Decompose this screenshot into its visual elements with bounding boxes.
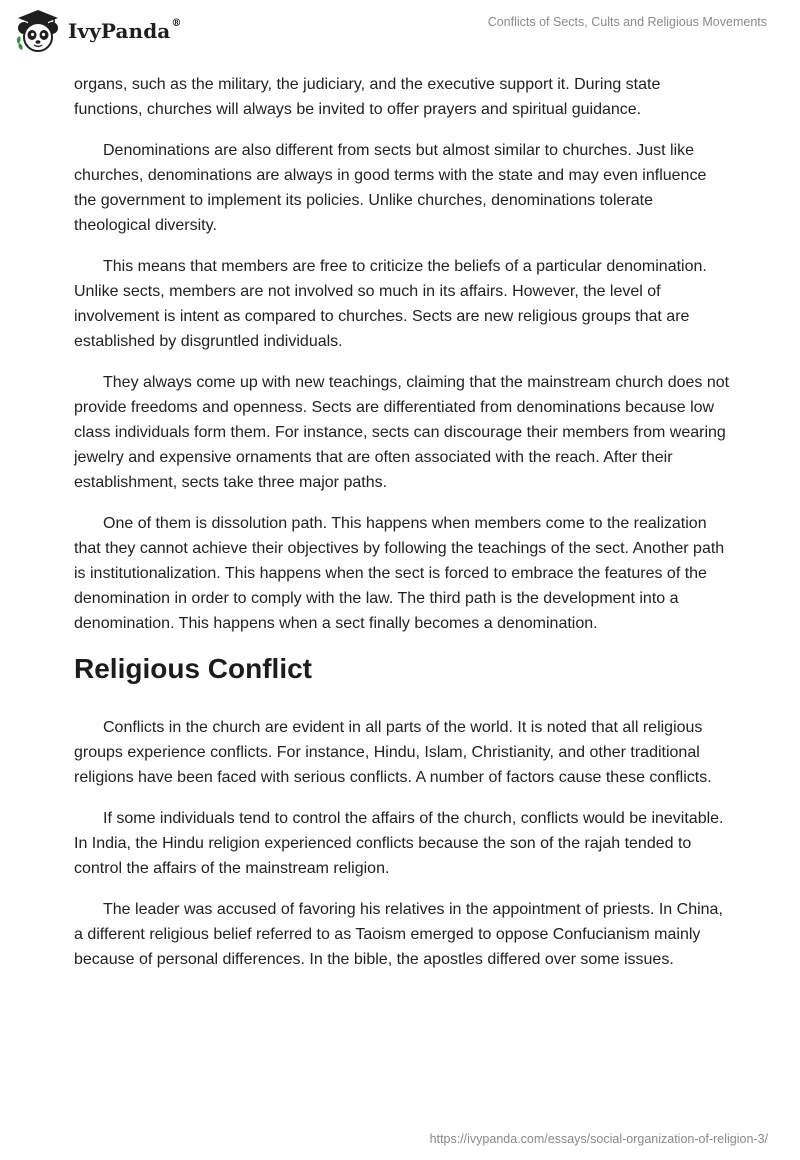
paragraph: The leader was accused of favoring his relatives in the appointment of priests. In China, a different religious belief referred to as Taoism emerged to oppose Confucianism mainly because of personal differences. In the bible, the apostles differed over some issues. xyxy=(74,901,723,968)
logo-wordmark xyxy=(68,19,181,43)
paragraph: organs, such as the military, the judiciary, and the executive support it. During state functions, churches will always be invited to offer prayers and spiritual guidance. xyxy=(74,76,661,118)
document-title: Conflicts of Sects, Cults and Religious Movements xyxy=(487,15,767,29)
paragraph: Conflicts in the church are evident in all parts of the world. It is noted that all religious groups experience conflicts. For instance, Hindu, Islam, Christianity, and other traditional religions have been faced with serious conflicts. A number of factors cause these conflicts. xyxy=(74,719,712,786)
panda-graduate-icon xyxy=(14,8,62,54)
section-heading: Religious Conflict xyxy=(74,653,312,684)
logo-text: IvyPanda xyxy=(68,19,171,43)
source-url[interactable]: https://ivypanda.com/essays/social-organization-of-religion-3/ xyxy=(429,1132,768,1146)
paragraph: If some individuals tend to control the affairs of the church, conflicts would be inevitable. In India, the Hindu religion experienced conflicts because the son of the rajah tended to control the affairs of the mainstream religion. xyxy=(74,810,724,877)
paragraph: Denominations are also different from sects but almost similar to churches. Just like churches, denominations are always in good terms with the state and may even influence the government to implement its policies. Unlike churches, denominations tolerate theological diversity. xyxy=(74,142,707,234)
paragraph: This means that members are free to criticize the beliefs of a particular denomination. Unlike sects, members are not involved so much in its affairs. However, the level of involvement is intent as compared to churches. Sects are new religious groups that are established by disgruntled individuals. xyxy=(74,258,707,350)
registered-mark: ® xyxy=(171,18,182,29)
page-header xyxy=(0,0,800,60)
paragraph: One of them is dissolution path. This happens when members come to the realization that they cannot achieve their objectives by following the teachings of the sect. Another path is institutionalization. This happens when the sect is forced to embrace the features of the denomination in order to comply with the law. The third path is the development into a denomination. This happens when a sect finally becomes a denomination. xyxy=(74,515,725,632)
ivypanda-logo[interactable] xyxy=(14,8,181,54)
essay-content xyxy=(74,72,730,988)
paragraph: They always come up with new teachings, claiming that the mainstream church does not provide freedoms and openness. Sects are differentiated from denominations because low class individuals form them. For instance, sects can discourage their members from wearing jewelry and expensive ornaments that are often associated with the reach. After their establishment, sects take three major paths. xyxy=(74,374,730,491)
